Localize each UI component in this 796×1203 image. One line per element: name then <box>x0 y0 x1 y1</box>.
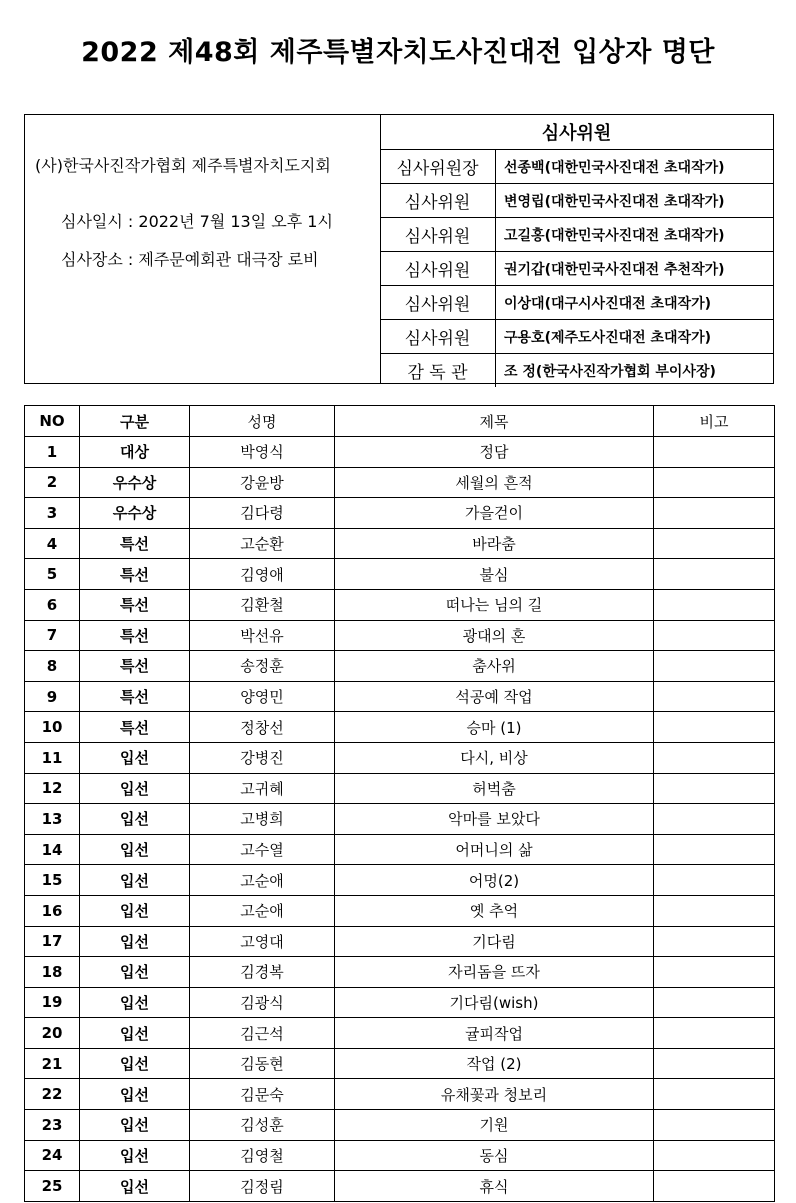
cell-no: 16 <box>25 895 80 926</box>
cell-name: 김광식 <box>190 987 335 1018</box>
cell-note <box>654 651 775 682</box>
table-row <box>25 437 775 468</box>
cell-category: 대상 <box>80 437 190 468</box>
cell-category: 입선 <box>80 834 190 865</box>
cell-name: 김정림 <box>190 1171 335 1202</box>
cell-title: 떠나는 님의 길 <box>335 589 654 620</box>
cell-note <box>654 1048 775 1079</box>
cell-no: 13 <box>25 804 80 835</box>
cell-no: 25 <box>25 1171 80 1202</box>
cell-category: 입선 <box>80 987 190 1018</box>
table-row <box>25 467 775 498</box>
cell-note <box>654 437 775 468</box>
judge-row <box>380 286 773 320</box>
table-row <box>25 712 775 743</box>
judge-role: 심사위원장 <box>380 150 496 184</box>
judge-row <box>380 218 773 252</box>
cell-name: 고수열 <box>190 834 335 865</box>
cell-note <box>654 620 775 651</box>
table-row <box>25 804 775 835</box>
table-row <box>25 987 775 1018</box>
cell-title: 석공예 작업 <box>335 681 654 712</box>
cell-title: 기다림 <box>335 926 654 957</box>
cell-category: 특선 <box>80 712 190 743</box>
cell-note <box>654 1079 775 1110</box>
table-row <box>25 681 775 712</box>
cell-title: 세월의 흔적 <box>335 467 654 498</box>
header-note: 비고 <box>654 406 775 437</box>
judge-name: 고길홍(대한민국사진대전 초대작가) <box>496 218 774 252</box>
cell-no: 24 <box>25 1140 80 1171</box>
judge-row <box>380 184 773 218</box>
cell-name: 강윤방 <box>190 467 335 498</box>
cell-name: 김동현 <box>190 1048 335 1079</box>
cell-name: 김경복 <box>190 957 335 988</box>
cell-no: 2 <box>25 467 80 498</box>
header-title: 제목 <box>335 406 654 437</box>
page-title: 2022 제48회 제주특별자치도사진대전 입상자 명단 <box>81 37 715 68</box>
judge-role: 감 독 관 <box>380 354 496 388</box>
cell-no: 12 <box>25 773 80 804</box>
judge-row <box>380 320 773 354</box>
cell-title: 작업 (2) <box>335 1048 654 1079</box>
cell-title: 기다림(wish) <box>335 987 654 1018</box>
judge-role: 심사위원 <box>380 320 496 354</box>
cell-name: 양영민 <box>190 681 335 712</box>
table-row <box>25 1110 775 1141</box>
cell-name: 강병진 <box>190 742 335 773</box>
cell-title: 광대의 혼 <box>335 620 654 651</box>
cell-category: 우수상 <box>80 498 190 529</box>
cell-note <box>654 498 775 529</box>
cell-title: 허벅춤 <box>335 773 654 804</box>
cell-title: 불심 <box>335 559 654 590</box>
cell-note <box>654 773 775 804</box>
judge-name: 권기갑(대한민국사진대전 추천작가) <box>496 252 774 286</box>
table-row <box>25 865 775 896</box>
cell-no: 3 <box>25 498 80 529</box>
judge-role: 심사위원 <box>380 286 496 320</box>
cell-category: 입선 <box>80 895 190 926</box>
cell-note <box>654 895 775 926</box>
cell-title: 악마를 보았다 <box>335 804 654 835</box>
cell-name: 김문숙 <box>190 1079 335 1110</box>
cell-category: 특선 <box>80 589 190 620</box>
cell-name: 송정훈 <box>190 651 335 682</box>
cell-name: 정창선 <box>190 712 335 743</box>
table-row <box>25 559 775 590</box>
table-row <box>25 589 775 620</box>
cell-title: 승마 (1) <box>335 712 654 743</box>
cell-note <box>654 865 775 896</box>
cell-note <box>654 681 775 712</box>
table-row <box>25 498 775 529</box>
judge-role: 심사위원 <box>380 218 496 252</box>
table-row <box>25 742 775 773</box>
cell-note <box>654 926 775 957</box>
cell-note <box>654 1140 775 1171</box>
cell-no: 9 <box>25 681 80 712</box>
judging-date: 심사일시 : 2022년 7월 13일 오후 1시 <box>61 212 333 231</box>
info-box <box>24 114 774 384</box>
cell-category: 특선 <box>80 651 190 682</box>
judge-name: 선종백(대한민국사진대전 초대작가) <box>496 150 774 184</box>
cell-category: 입선 <box>80 1079 190 1110</box>
judges-header: 심사위원 <box>380 115 773 150</box>
cell-category: 특선 <box>80 681 190 712</box>
cell-title: 자리돔을 뜨자 <box>335 957 654 988</box>
cell-name: 김다령 <box>190 498 335 529</box>
judges-table <box>380 115 773 387</box>
cell-name: 박선유 <box>190 620 335 651</box>
cell-no: 18 <box>25 957 80 988</box>
cell-title: 휴식 <box>335 1171 654 1202</box>
header-no: NO <box>25 406 80 437</box>
cell-note <box>654 742 775 773</box>
cell-no: 15 <box>25 865 80 896</box>
judging-place: 심사장소 : 제주문예회관 대극장 로비 <box>61 250 319 269</box>
cell-category: 입선 <box>80 926 190 957</box>
cell-title: 춤사위 <box>335 651 654 682</box>
cell-title: 가을걷이 <box>335 498 654 529</box>
cell-title: 정담 <box>335 437 654 468</box>
cell-title: 동심 <box>335 1140 654 1171</box>
table-row <box>25 1018 775 1049</box>
cell-category: 입선 <box>80 957 190 988</box>
cell-no: 14 <box>25 834 80 865</box>
header-category: 구분 <box>80 406 190 437</box>
cell-note <box>654 1018 775 1049</box>
cell-title: 어멍(2) <box>335 865 654 896</box>
cell-no: 10 <box>25 712 80 743</box>
judge-row <box>380 252 773 286</box>
table-row <box>25 651 775 682</box>
cell-category: 특선 <box>80 559 190 590</box>
cell-no: 1 <box>25 437 80 468</box>
cell-no: 21 <box>25 1048 80 1079</box>
cell-category: 입선 <box>80 804 190 835</box>
cell-no: 8 <box>25 651 80 682</box>
cell-no: 22 <box>25 1079 80 1110</box>
event-info <box>25 115 381 383</box>
judge-role: 심사위원 <box>380 252 496 286</box>
cell-category: 우수상 <box>80 467 190 498</box>
header-name: 성명 <box>190 406 335 437</box>
cell-no: 6 <box>25 589 80 620</box>
cell-name: 김성훈 <box>190 1110 335 1141</box>
judge-name: 변영립(대한민국사진대전 초대작가) <box>496 184 774 218</box>
table-row <box>25 1048 775 1079</box>
cell-no: 17 <box>25 926 80 957</box>
cell-name: 김근석 <box>190 1018 335 1049</box>
cell-title: 옛 추억 <box>335 895 654 926</box>
table-row <box>25 834 775 865</box>
results-table <box>24 405 775 1202</box>
cell-note <box>654 1110 775 1141</box>
cell-note <box>654 589 775 620</box>
judge-name: 이상대(대구시사진대전 초대작가) <box>496 286 774 320</box>
cell-note <box>654 467 775 498</box>
cell-no: 23 <box>25 1110 80 1141</box>
table-row <box>25 957 775 988</box>
cell-category: 입선 <box>80 1171 190 1202</box>
table-row <box>25 926 775 957</box>
table-row <box>25 1140 775 1171</box>
judge-row <box>380 354 773 388</box>
judge-row <box>380 150 773 184</box>
table-row <box>25 1079 775 1110</box>
cell-name: 김영철 <box>190 1140 335 1171</box>
cell-note <box>654 1171 775 1202</box>
cell-title: 귤피작업 <box>335 1018 654 1049</box>
cell-no: 19 <box>25 987 80 1018</box>
cell-name: 고순환 <box>190 528 335 559</box>
table-row <box>25 895 775 926</box>
cell-category: 입선 <box>80 1110 190 1141</box>
cell-name: 김영애 <box>190 559 335 590</box>
cell-title: 기원 <box>335 1110 654 1141</box>
cell-category: 입선 <box>80 773 190 804</box>
cell-name: 고귀혜 <box>190 773 335 804</box>
cell-category: 입선 <box>80 1140 190 1171</box>
cell-no: 11 <box>25 742 80 773</box>
cell-category: 입선 <box>80 742 190 773</box>
judge-name: 구용호(제주도사진대전 초대작가) <box>496 320 774 354</box>
cell-category: 입선 <box>80 1018 190 1049</box>
table-row <box>25 1171 775 1202</box>
cell-name: 고병희 <box>190 804 335 835</box>
cell-name: 고순애 <box>190 895 335 926</box>
cell-no: 4 <box>25 528 80 559</box>
cell-name: 김환철 <box>190 589 335 620</box>
judge-role: 심사위원 <box>380 184 496 218</box>
cell-title: 다시, 비상 <box>335 742 654 773</box>
cell-no: 20 <box>25 1018 80 1049</box>
cell-category: 특선 <box>80 528 190 559</box>
cell-category: 입선 <box>80 1048 190 1079</box>
cell-title: 바라춤 <box>335 528 654 559</box>
cell-name: 고순애 <box>190 865 335 896</box>
cell-note <box>654 804 775 835</box>
cell-note <box>654 957 775 988</box>
cell-title: 유채꽃과 청보리 <box>335 1079 654 1110</box>
cell-no: 7 <box>25 620 80 651</box>
cell-note <box>654 712 775 743</box>
cell-category: 특선 <box>80 620 190 651</box>
cell-category: 입선 <box>80 865 190 896</box>
cell-note <box>654 559 775 590</box>
judge-name: 조 정(한국사진작가협회 부이사장) <box>496 354 774 388</box>
table-row <box>25 773 775 804</box>
cell-title: 어머니의 삶 <box>335 834 654 865</box>
cell-no: 5 <box>25 559 80 590</box>
organization: (사)한국사진작가협회 제주특별자치도지회 <box>35 156 331 175</box>
cell-note <box>654 528 775 559</box>
cell-note <box>654 987 775 1018</box>
table-row <box>25 620 775 651</box>
table-row <box>25 528 775 559</box>
cell-note <box>654 834 775 865</box>
cell-name: 박영식 <box>190 437 335 468</box>
cell-name: 고영대 <box>190 926 335 957</box>
results-header-row <box>25 406 775 437</box>
